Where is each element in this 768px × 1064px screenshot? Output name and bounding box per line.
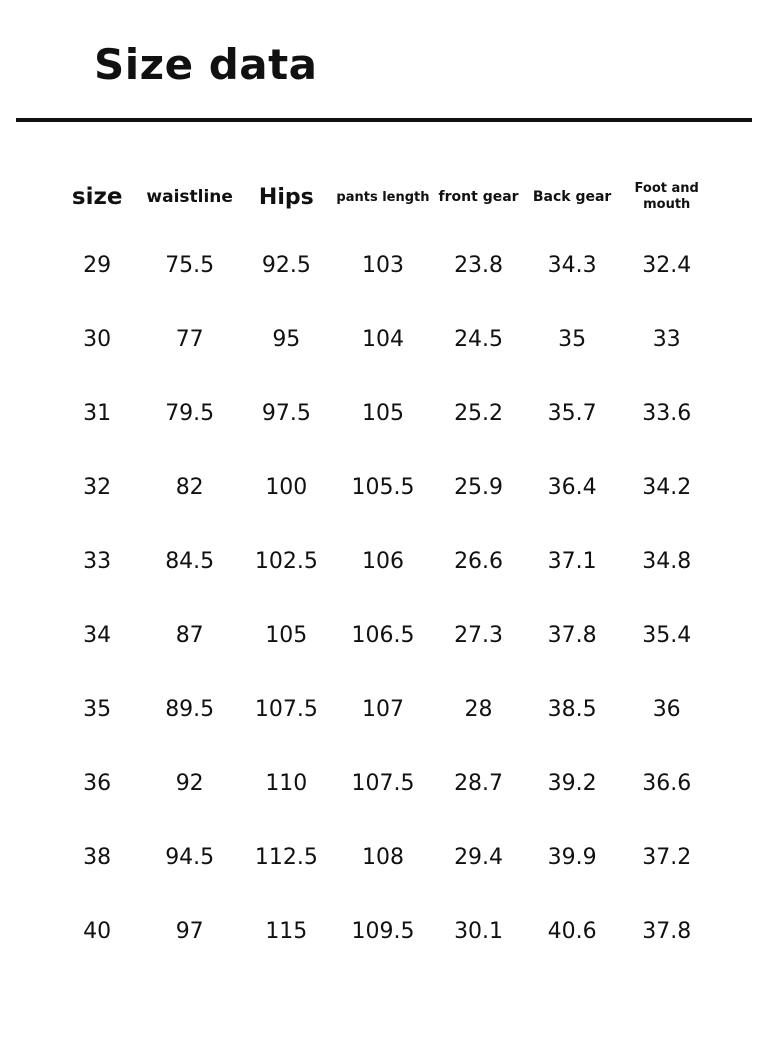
cell-waistline: 89.5 bbox=[165, 696, 215, 722]
cell-waistline: 75.5 bbox=[165, 252, 215, 278]
cell-back-gear: 37.8 bbox=[547, 622, 597, 648]
cell-back-gear: 36.4 bbox=[547, 474, 597, 500]
cell-hips: 105 bbox=[265, 622, 308, 648]
cell-foot-and-mouth: 36 bbox=[652, 696, 681, 722]
cell-pants-length: 107.5 bbox=[351, 770, 415, 796]
cell-size: 34 bbox=[83, 622, 112, 648]
table-row bbox=[54, 598, 714, 672]
title-divider bbox=[16, 118, 752, 122]
cell-pants-length: 103 bbox=[361, 252, 404, 278]
cell-size: 38 bbox=[83, 844, 112, 870]
cell-pants-length: 109.5 bbox=[351, 918, 415, 944]
cell-waistline: 92 bbox=[175, 770, 204, 796]
cell-pants-length: 104 bbox=[361, 326, 404, 352]
cell-hips: 92.5 bbox=[261, 252, 311, 278]
cell-front-gear: 28 bbox=[464, 696, 493, 722]
cell-front-gear: 24.5 bbox=[454, 326, 504, 352]
cell-front-gear: 23.8 bbox=[454, 252, 504, 278]
cell-hips: 102.5 bbox=[254, 548, 318, 574]
column-header-hips: Hips bbox=[258, 184, 314, 210]
cell-back-gear: 39.9 bbox=[547, 844, 597, 870]
cell-hips: 100 bbox=[265, 474, 308, 500]
cell-size: 31 bbox=[83, 400, 112, 426]
cell-foot-and-mouth: 34.8 bbox=[642, 548, 692, 574]
table-row bbox=[54, 450, 714, 524]
cell-size: 29 bbox=[83, 252, 112, 278]
cell-foot-and-mouth: 36.6 bbox=[642, 770, 692, 796]
column-header-size: size bbox=[71, 184, 123, 211]
cell-front-gear: 25.2 bbox=[454, 400, 504, 426]
cell-pants-length: 106 bbox=[361, 548, 404, 574]
cell-front-gear: 27.3 bbox=[454, 622, 504, 648]
cell-size: 35 bbox=[83, 696, 112, 722]
cell-waistline: 79.5 bbox=[165, 400, 215, 426]
cell-pants-length: 105 bbox=[361, 400, 404, 426]
cell-pants-length: 107 bbox=[361, 696, 404, 722]
cell-hips: 112.5 bbox=[254, 844, 318, 870]
table-header bbox=[54, 166, 714, 228]
cell-waistline: 84.5 bbox=[165, 548, 215, 574]
table-row bbox=[54, 746, 714, 820]
cell-size: 30 bbox=[83, 326, 112, 352]
cell-hips: 95 bbox=[272, 326, 301, 352]
cell-foot-and-mouth: 33 bbox=[652, 326, 681, 352]
cell-back-gear: 35 bbox=[558, 326, 587, 352]
column-header-front-gear: front gear bbox=[438, 189, 519, 206]
size-chart-page bbox=[0, 40, 768, 1064]
cell-pants-length: 105.5 bbox=[351, 474, 415, 500]
cell-back-gear: 40.6 bbox=[547, 918, 597, 944]
cell-size: 36 bbox=[83, 770, 112, 796]
cell-pants-length: 108 bbox=[361, 844, 404, 870]
cell-foot-and-mouth: 35.4 bbox=[642, 622, 692, 648]
cell-waistline: 77 bbox=[175, 326, 204, 352]
cell-foot-and-mouth: 32.4 bbox=[642, 252, 692, 278]
cell-waistline: 82 bbox=[175, 474, 204, 500]
cell-back-gear: 38.5 bbox=[547, 696, 597, 722]
cell-back-gear: 37.1 bbox=[547, 548, 597, 574]
column-header-back-gear: Back gear bbox=[532, 189, 612, 206]
cell-front-gear: 30.1 bbox=[454, 918, 504, 944]
cell-hips: 110 bbox=[265, 770, 308, 796]
column-header-foot-and-mouth: Foot and mouth bbox=[634, 181, 699, 213]
cell-front-gear: 28.7 bbox=[454, 770, 504, 796]
cell-front-gear: 29.4 bbox=[454, 844, 504, 870]
cell-waistline: 87 bbox=[175, 622, 204, 648]
table-row bbox=[54, 376, 714, 450]
cell-waistline: 94.5 bbox=[165, 844, 215, 870]
table-row bbox=[54, 672, 714, 746]
cell-waistline: 97 bbox=[175, 918, 204, 944]
cell-foot-and-mouth: 37.8 bbox=[642, 918, 692, 944]
table-row bbox=[54, 894, 714, 968]
table-row bbox=[54, 302, 714, 376]
cell-hips: 107.5 bbox=[254, 696, 318, 722]
column-header-waistline: waistline bbox=[146, 187, 233, 208]
cell-back-gear: 39.2 bbox=[547, 770, 597, 796]
table-row bbox=[54, 228, 714, 302]
cell-back-gear: 34.3 bbox=[547, 252, 597, 278]
table-body bbox=[54, 228, 714, 968]
column-header-pants-length: pants length bbox=[336, 189, 430, 205]
cell-pants-length: 106.5 bbox=[351, 622, 415, 648]
cell-hips: 115 bbox=[265, 918, 308, 944]
cell-front-gear: 26.6 bbox=[454, 548, 504, 574]
table-header-row bbox=[54, 166, 714, 228]
table-row bbox=[54, 820, 714, 894]
cell-size: 40 bbox=[83, 918, 112, 944]
cell-size: 33 bbox=[83, 548, 112, 574]
cell-front-gear: 25.9 bbox=[454, 474, 504, 500]
page-title: Size data bbox=[94, 40, 318, 89]
size-data-table bbox=[54, 166, 714, 968]
cell-size: 32 bbox=[83, 474, 112, 500]
cell-foot-and-mouth: 33.6 bbox=[642, 400, 692, 426]
cell-foot-and-mouth: 37.2 bbox=[642, 844, 692, 870]
cell-back-gear: 35.7 bbox=[547, 400, 597, 426]
cell-hips: 97.5 bbox=[261, 400, 311, 426]
table-row bbox=[54, 524, 714, 598]
cell-foot-and-mouth: 34.2 bbox=[642, 474, 692, 500]
